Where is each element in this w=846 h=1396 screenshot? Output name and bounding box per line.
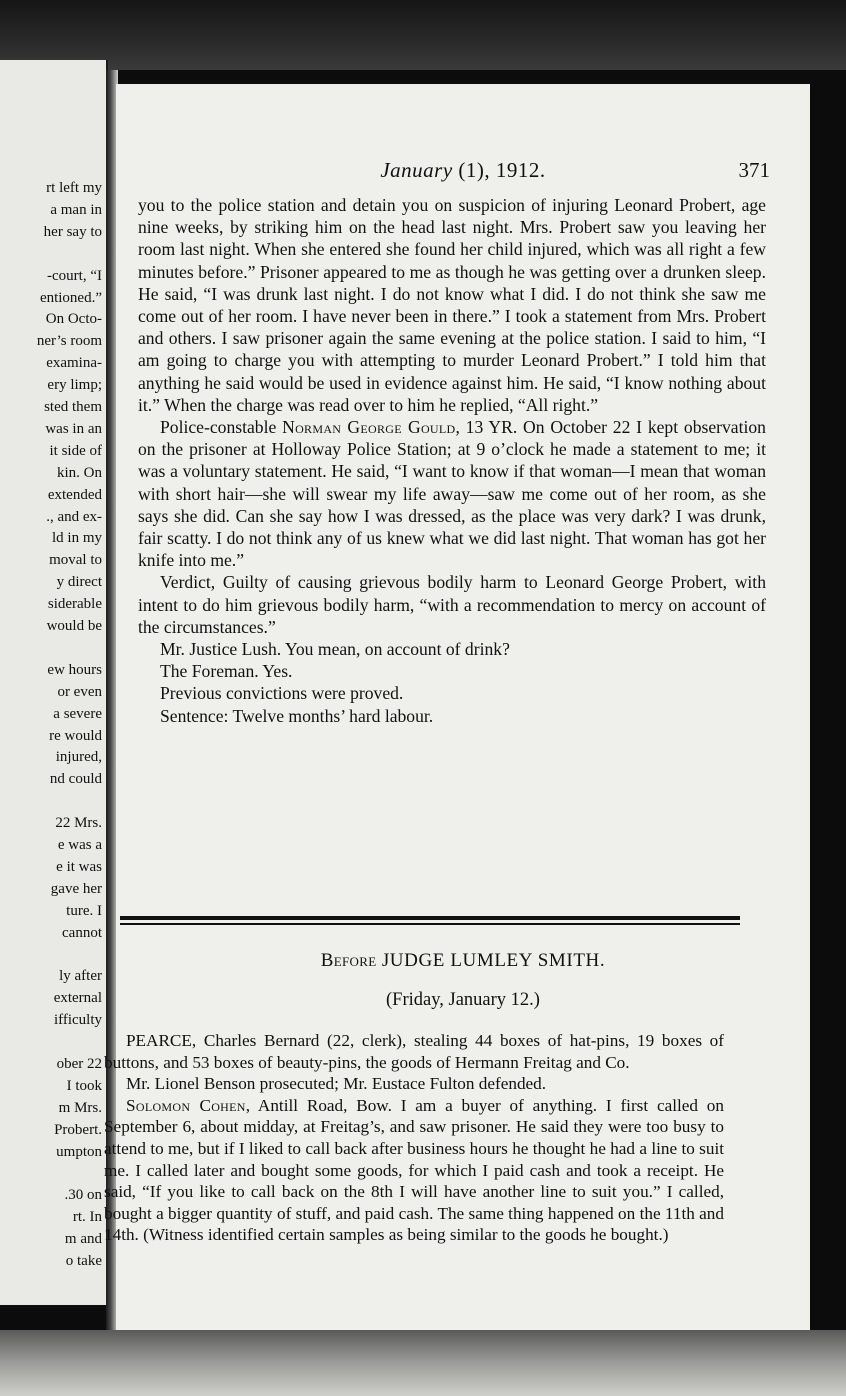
paragraph-text: Sentence: Twelve months’ hard labour. — [160, 705, 434, 726]
facing-page-line: ober 22 — [56, 1056, 102, 1072]
facing-page-line: or even — [57, 683, 102, 700]
book-page — [104, 84, 810, 1336]
body-text-upper — [138, 194, 766, 727]
facing-page-fragment — [0, 60, 108, 1305]
facing-page-line: ld in my — [51, 530, 102, 547]
witness-name: Norman George Gould — [282, 417, 456, 438]
facing-page-line: y direct — [56, 574, 102, 591]
facing-page-line: ner’s room — [36, 333, 102, 350]
paragraph-text: Mr. Lionel Benson prosecuted; Mr. Eustace Fulton defended. — [126, 1074, 547, 1094]
facing-page-line: would be — [46, 618, 102, 634]
paragraph — [104, 1030, 724, 1073]
section-heading-judge: JUDGE LUMLEY SMITH. — [381, 950, 606, 971]
scan-right-border — [810, 70, 846, 1360]
facing-page-line: ew hours — [47, 661, 102, 678]
facing-page-line: entioned.” — [39, 289, 102, 306]
section-heading-before: Before — [320, 950, 377, 971]
paragraph — [138, 571, 766, 638]
facing-page-line: kin. On — [57, 464, 102, 481]
section-heading — [116, 950, 810, 972]
facing-page-line: m and — [64, 1231, 102, 1248]
facing-page-line: o take — [65, 1253, 102, 1270]
running-head-month: January — [380, 158, 453, 182]
page-number: 371 — [738, 158, 770, 182]
paragraph-text: Mr. Justice Lush. You mean, on account of drink? — [160, 639, 510, 660]
facing-page-line: was in an — [45, 420, 102, 437]
paragraph-text: Previous convictions were proved. — [160, 683, 404, 704]
paragraph — [104, 1073, 724, 1095]
paragraph — [138, 194, 766, 416]
facing-page-line: ery limp; — [47, 377, 102, 394]
facing-page-line: a severe — [53, 705, 102, 722]
page-header — [116, 158, 810, 188]
section-date: (Friday, January 12.) — [386, 990, 540, 1010]
facing-page-line: 22 Mrs. — [55, 815, 102, 832]
paragraph-text: , 13 YR. On October 22 I kept observation on the prisoner at Holloway Police Station; at 9 o’clock he made a statement to me; it was a voluntary statement. He said, “I want to know if that woman—I mean that woman with short hair—she will swear my life away—saw me come out of her room, as she says she did. Can she say how I was dressed, as the place was very dark? I was drunk, fair scatty. I do not think any of us knew what we did last night. That woman has got her knife into me.” — [138, 417, 766, 571]
paragraph-text: you to the police station and detain you on suspicion of injuring Leonard Probert, age nine weeks, by striking him on the head last night. Mrs. Probert saw you leaving her room last night. When she entered she found her child injured, which was all right a few minutes before.” Prisoner appeared to me as though he was getting over a drunken sleep. He said, “I was drunk last night. I do not know what I did. I do not think she saw me come out of her room. I have never been in there.” I took a statement from Mrs. Probert and others. I saw prisoner again the same evening at the police station. I said to him, “I am going to charge you with attempting to murder Leonard Probert.” I told him that anything he said would be used in evidence against him. He said, “I know nothing about it.” When the charge was read over to him he replied, “All right.” — [138, 195, 766, 415]
facing-page-line: m Mrs. — [58, 1099, 102, 1116]
facing-page-line: e it was — [56, 858, 102, 875]
paragraph — [138, 660, 766, 682]
paragraph — [138, 416, 766, 571]
facing-page-line: gave her — [50, 880, 102, 897]
facing-page-line: .30 on — [64, 1187, 102, 1204]
body-text-lower — [104, 1030, 724, 1246]
facing-page-line: umpton — [56, 1143, 102, 1160]
facing-page-line: rt left my — [46, 180, 102, 196]
facing-page-line: injured, — [55, 749, 102, 766]
running-head-date: (1), 1912. — [458, 158, 546, 182]
paragraph — [138, 638, 766, 660]
paragraph — [138, 705, 766, 727]
facing-page-line: -court, “I — [47, 267, 102, 284]
facing-page-line: re would — [49, 727, 102, 744]
facing-page-line: On Octo- — [45, 311, 102, 328]
facing-page-line: nd could — [49, 771, 102, 788]
facing-page-line: ture. I — [66, 902, 102, 919]
running-head — [116, 158, 810, 183]
scan-bottom-border — [0, 1330, 846, 1396]
facing-page-line: ., and ex- — [46, 508, 102, 525]
facing-page-line: extended — [47, 486, 102, 503]
paragraph-text: PEARCE, Charles Bernard (22, clerk), stealing 44 boxes of hat-pins, 19 boxes of buttons, and 53 boxes of beauty-pins, the goods of Hermann Freitag and Co. — [104, 1031, 724, 1072]
facing-page-line: I took — [66, 1077, 102, 1094]
facing-page-line: examina- — [46, 355, 102, 372]
section-divider — [120, 916, 740, 925]
paragraph-text: Verdict, Guilty of causing grievous bodily harm to Leonard George Probert, with intent to do him grievous bodily harm, “with a recommendation to mercy on account of the circumstances.” — [138, 572, 766, 637]
facing-page-line: moval to — [49, 552, 102, 569]
facing-page-line: Probert. — [54, 1121, 102, 1138]
facing-page-line: a man in — [50, 201, 102, 218]
paragraph — [138, 682, 766, 704]
paragraph-text: , Antill Road, Bow. I am a buyer of anything. I first called on September 6, about midday, at Freitag’s, and saw prisoner. He said they were too busy to attend to me, but if I liked to call back after business hours he thought he had a line to suit me. I called later and bought some goods, for which I paid cash and took a receipt. He said, “If you like to call back on the 8th I will have another line to suit you.” I called, bought a bigger quantity of stuff, and paid cash. The same thing happened on the 11th and 14th. (Witness identified certain samples as being similar to the goods he bought.) — [104, 1095, 724, 1245]
facing-page-line: ly after — [59, 968, 102, 985]
facing-page-line: rt. In — [72, 1209, 102, 1226]
facing-page-line: ifficulty — [53, 1012, 102, 1029]
scan-top-border — [0, 0, 846, 70]
witness-name: Solomon Cohen — [126, 1095, 246, 1115]
paragraph-lead: Police-constable — [160, 417, 283, 438]
facing-page-line: cannot — [62, 924, 102, 941]
facing-page-line: external — [53, 990, 102, 1007]
facing-page-line: it side of — [49, 442, 102, 459]
facing-page-line: siderable — [47, 596, 102, 613]
facing-page-line: e was a — [57, 837, 102, 853]
facing-page-line: sted them — [44, 399, 102, 415]
facing-page-line: her say to — [43, 223, 102, 240]
paragraph — [104, 1095, 724, 1246]
paragraph-text: The Foreman. Yes. — [160, 661, 293, 682]
